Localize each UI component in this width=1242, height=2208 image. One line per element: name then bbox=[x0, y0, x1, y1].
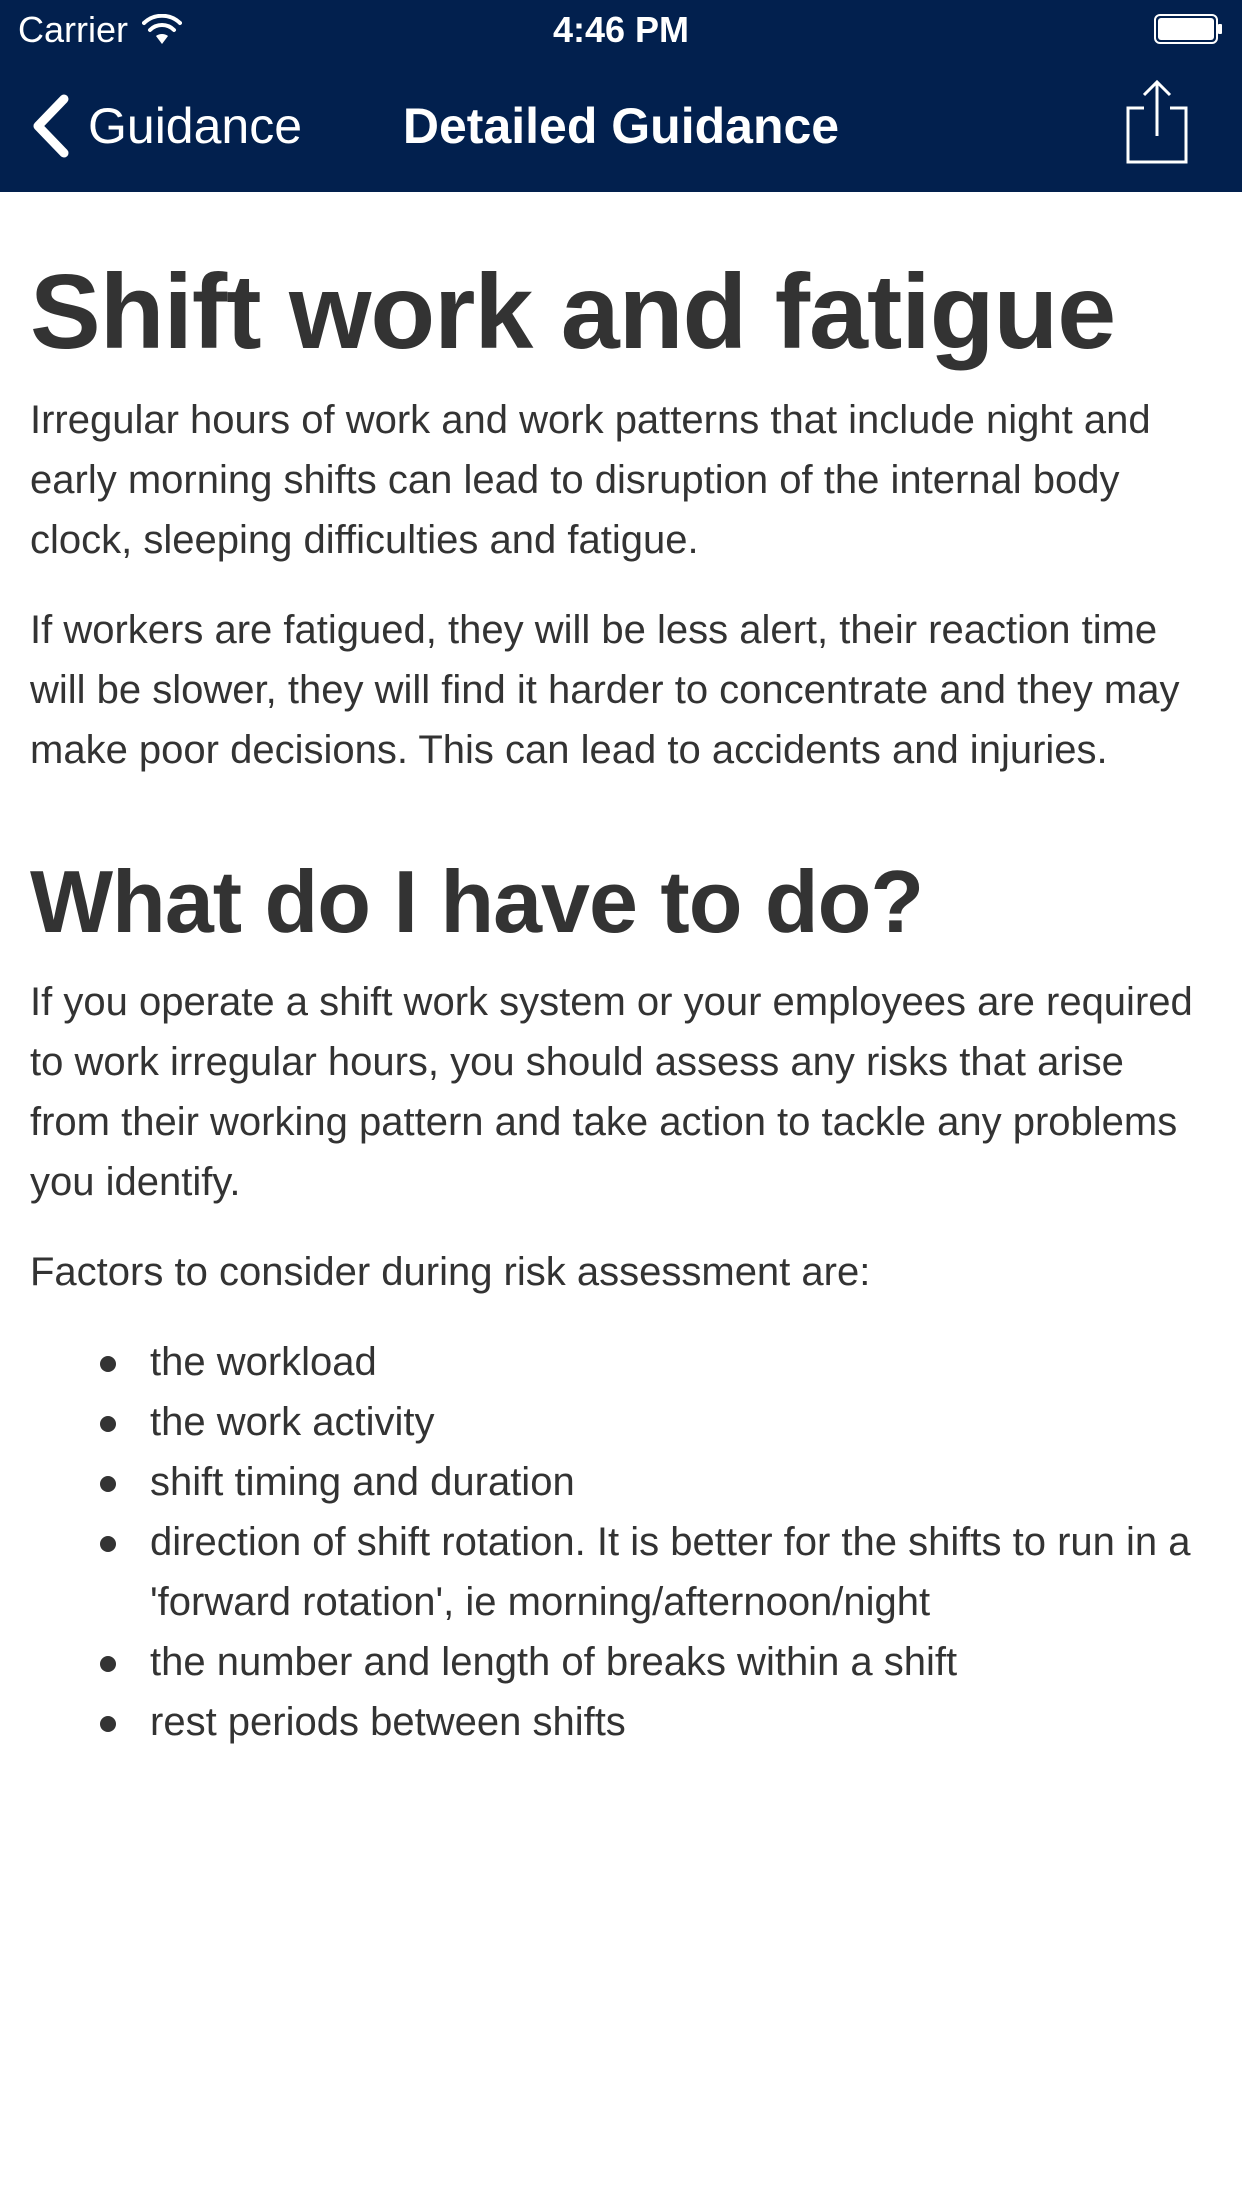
list-item bbox=[30, 1332, 1210, 1392]
list-item bbox=[30, 1632, 1210, 1692]
bullet-icon bbox=[100, 1536, 116, 1552]
list-item bbox=[30, 1692, 1210, 1752]
article-content bbox=[30, 192, 1210, 1752]
status-time: 4:46 PM bbox=[552, 9, 690, 50]
share-icon[interactable] bbox=[1122, 78, 1192, 168]
section-heading: What do I have to do? bbox=[30, 852, 924, 951]
article-paragraph: Irregular hours of work and work patterns that include night and early morning shifts can lead to disruption of the internal body clock, sleeping difficulties and fatigue. bbox=[30, 398, 1151, 562]
carrier-label: Carrier bbox=[18, 9, 129, 50]
back-button-label: Guidance bbox=[88, 98, 303, 154]
header bbox=[0, 0, 1242, 192]
bullet-icon bbox=[100, 1716, 116, 1732]
article-paragraph: If workers are fatigued, they will be less alert, their reaction time will be slower, they will find it harder to concentrate and they may make poor decisions. This can lead to accidents and injuries. bbox=[30, 608, 1180, 772]
list-item bbox=[30, 1512, 1210, 1632]
list-item bbox=[30, 1392, 1210, 1452]
list-item bbox=[30, 1452, 1210, 1512]
bullet-icon bbox=[100, 1416, 116, 1432]
list-item-text: the number and length of breaks within a shift bbox=[150, 1640, 958, 1684]
list-item-text: the work activity bbox=[150, 1400, 435, 1444]
bullet-icon bbox=[100, 1356, 116, 1372]
section-paragraph: If you operate a shift work system or your employees are required to work irregular hours, you should assess any risks that arise from their working pattern and take action to tackle any problems you identify. bbox=[30, 980, 1193, 1204]
list-item-text: the workload bbox=[150, 1340, 377, 1384]
section-paragraph: Factors to consider during risk assessment are: bbox=[30, 1250, 871, 1294]
list-item-text: shift timing and duration bbox=[150, 1460, 575, 1504]
list-item-text: rest periods between shifts bbox=[150, 1700, 626, 1744]
status-bar bbox=[0, 0, 1242, 60]
factors-list bbox=[30, 1332, 1210, 1752]
bullet-icon bbox=[100, 1656, 116, 1672]
navigation-bar bbox=[0, 60, 1242, 192]
battery-icon bbox=[1154, 14, 1224, 44]
list-item-text: direction of shift rotation. It is better for the shifts to run in a 'forward rotation', ie morning/afternoon/night bbox=[150, 1520, 1191, 1624]
bullet-icon bbox=[100, 1476, 116, 1492]
article-title: Shift work and fatigue bbox=[30, 253, 1116, 371]
nav-title: Detailed Guidance bbox=[402, 98, 840, 154]
